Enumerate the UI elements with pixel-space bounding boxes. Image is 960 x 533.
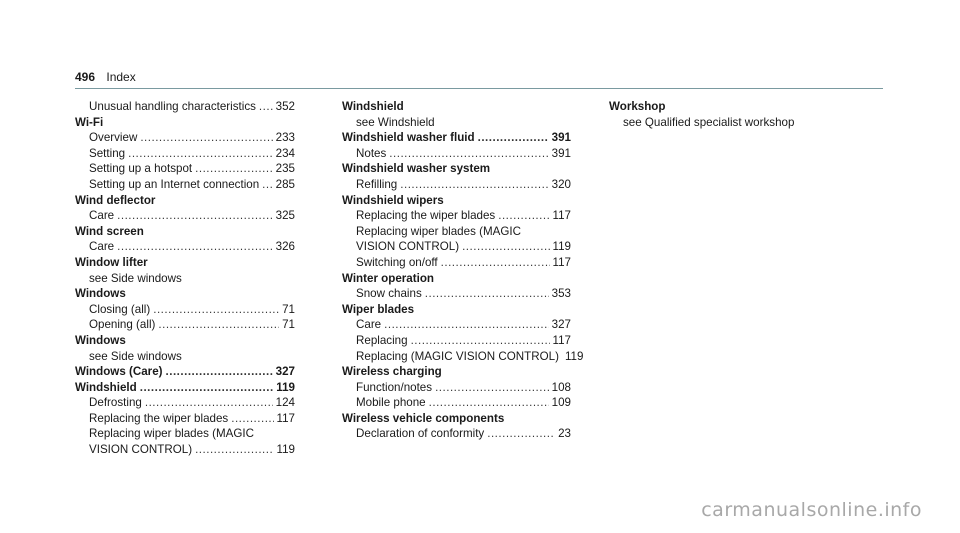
- entry-label: Snow chains: [356, 287, 422, 301]
- page-reference: 117: [552, 255, 571, 269]
- index-subentry: [342, 333, 571, 349]
- entry-label: Windshield washer fluid: [342, 131, 475, 145]
- page-number: 496: [75, 70, 96, 84]
- index-subentry: [342, 349, 584, 365]
- page-reference: 109: [551, 396, 571, 410]
- entry-label: Care: [89, 240, 115, 254]
- leader-dots: [441, 255, 550, 271]
- index-heading-entry: [75, 380, 295, 396]
- leader-dots: [117, 239, 273, 255]
- entry-label: Opening (all): [89, 318, 156, 332]
- index-heading: Workshop: [609, 100, 666, 113]
- leader-dots: [389, 146, 548, 162]
- leader-dots: [117, 208, 273, 224]
- index-subentry: [342, 426, 571, 442]
- index-subentry: [75, 411, 295, 427]
- index-heading: Wireless vehicle components: [342, 411, 505, 425]
- entry-label: VISION CONTROL): [89, 443, 193, 457]
- page-reference: 71: [282, 318, 295, 332]
- entry-label: Switching on/off: [356, 255, 438, 269]
- page-reference: 353: [551, 287, 571, 301]
- page-header: [75, 70, 136, 84]
- page-reference: 391: [551, 131, 571, 145]
- leader-dots: [153, 302, 279, 318]
- leader-dots: [195, 442, 273, 458]
- section-title: Index: [106, 70, 136, 84]
- index-heading: Windows: [75, 287, 126, 301]
- index-subentry: [75, 317, 295, 333]
- index-subentry: [75, 146, 295, 162]
- leader-dots: [425, 286, 549, 302]
- index-reference: Replacing wiper blades (MAGIC: [89, 427, 254, 441]
- entry-label: Windows (Care): [75, 365, 163, 379]
- index-heading: Windshield: [342, 100, 404, 113]
- entry-label: VISION CONTROL): [356, 240, 460, 254]
- leader-dots: [166, 364, 273, 380]
- index-subentry: [75, 302, 295, 318]
- index-heading: Wind screen: [75, 224, 144, 238]
- entry-label: Replacing the wiper blades: [89, 411, 229, 425]
- leader-dots: [435, 380, 549, 396]
- entry-label: Care: [356, 318, 382, 332]
- index-subentry: [342, 286, 571, 302]
- page-reference: 119: [276, 443, 295, 457]
- index-subentry: [75, 130, 295, 146]
- leader-dots: [478, 130, 549, 146]
- page-reference: 23: [558, 427, 571, 441]
- page-reference: 233: [275, 131, 295, 145]
- index-reference: see Windshield: [356, 115, 435, 129]
- entry-label: Unusual handling characteristics: [89, 100, 256, 113]
- page-reference: 124: [275, 396, 295, 410]
- index-subentry: [75, 177, 295, 193]
- index-subentry: [75, 239, 295, 255]
- entry-label: Function/notes: [356, 380, 433, 394]
- index-column-2: [342, 99, 584, 442]
- index-subentry: [75, 442, 295, 458]
- index-subentry: [75, 161, 295, 177]
- page-reference: 117: [552, 209, 571, 223]
- leader-dots: [429, 395, 549, 411]
- index-column-3: [609, 99, 839, 130]
- index-subentry: [342, 395, 571, 411]
- page-reference: 327: [551, 318, 571, 332]
- page-reference: 235: [275, 162, 295, 176]
- entry-label: Mobile phone: [356, 396, 426, 410]
- index-heading: Windshield wipers: [342, 193, 444, 207]
- entry-label: Setting up a hotspot: [89, 162, 193, 176]
- entry-label: Setting up an Internet connection: [89, 177, 260, 191]
- leader-dots: [400, 177, 548, 193]
- page-reference: 71: [282, 302, 295, 316]
- index-subentry: [342, 317, 571, 333]
- entry-label: Declaration of conformity: [356, 427, 485, 441]
- page-reference: 325: [275, 209, 295, 223]
- index-subentry: [342, 208, 571, 224]
- index-column-1: [75, 99, 295, 458]
- index-heading: Wireless charging: [342, 365, 442, 379]
- index-heading: Wiper blades: [342, 302, 415, 316]
- index-subentry: [75, 208, 295, 224]
- page-reference: 117: [276, 411, 295, 425]
- leader-dots: [262, 177, 272, 193]
- index-reference: see Side windows: [89, 271, 182, 285]
- entry-label: Replacing: [356, 333, 408, 347]
- page-reference: 320: [551, 177, 571, 191]
- index-subentry: [75, 395, 295, 411]
- entry-label: Refilling: [356, 177, 398, 191]
- index-subentry: [342, 239, 571, 255]
- entry-label: Replacing (MAGIC VISION CONTROL): [356, 349, 559, 363]
- page-reference: 108: [551, 380, 571, 394]
- leader-dots: [498, 208, 549, 224]
- leader-dots: [145, 395, 273, 411]
- index-reference: Replacing wiper blades (MAGIC: [356, 224, 521, 238]
- page-reference: 119: [552, 240, 571, 254]
- page-reference: 119: [564, 349, 584, 363]
- entry-label: Closing (all): [89, 302, 151, 316]
- index-heading: Winter operation: [342, 271, 435, 285]
- entry-label: Windshield: [75, 380, 137, 394]
- index-subentry: [342, 177, 571, 193]
- page-reference: 391: [551, 146, 571, 160]
- leader-dots: [128, 146, 273, 162]
- index-heading: Windows: [75, 333, 126, 347]
- index-subentry: [342, 380, 571, 396]
- index-reference: see Side windows: [89, 349, 182, 363]
- entry-label: Replacing the wiper blades: [356, 209, 496, 223]
- page-reference: 352: [275, 100, 295, 113]
- leader-dots: [487, 426, 555, 442]
- page-reference: 119: [276, 380, 295, 394]
- index-heading-entry: [75, 364, 295, 380]
- leader-dots: [462, 239, 549, 255]
- entry-label: Overview: [89, 131, 138, 145]
- leader-dots: [140, 380, 274, 396]
- entry-label: Care: [89, 209, 115, 223]
- page-reference: 327: [275, 365, 295, 379]
- watermark: carmanualsonline.info: [701, 499, 922, 521]
- page-reference: 285: [275, 177, 295, 191]
- header-rule: [75, 88, 883, 89]
- index-heading-entry: [342, 130, 571, 146]
- leader-dots: [140, 130, 272, 146]
- page-reference: 326: [275, 240, 295, 254]
- index-heading: Wi-Fi: [75, 115, 104, 129]
- entry-label: Defrosting: [89, 396, 142, 410]
- leader-dots: [158, 317, 279, 333]
- index-reference: see Qualified specialist workshop: [623, 115, 795, 129]
- leader-dots: [195, 161, 273, 177]
- page-reference: 117: [552, 333, 571, 347]
- leader-dots: [259, 99, 273, 115]
- index-heading: Window lifter: [75, 255, 148, 269]
- index-heading: Windshield washer system: [342, 162, 491, 176]
- leader-dots: [411, 333, 550, 349]
- leader-dots: [384, 317, 549, 333]
- entry-label: Notes: [356, 146, 387, 160]
- leader-dots: [231, 411, 273, 427]
- entry-label: Setting: [89, 146, 126, 160]
- index-heading: Wind deflector: [75, 193, 156, 207]
- index-subentry: [75, 99, 295, 115]
- index-subentry: [342, 255, 571, 271]
- page-reference: 234: [275, 146, 295, 160]
- index-subentry: [342, 146, 571, 162]
